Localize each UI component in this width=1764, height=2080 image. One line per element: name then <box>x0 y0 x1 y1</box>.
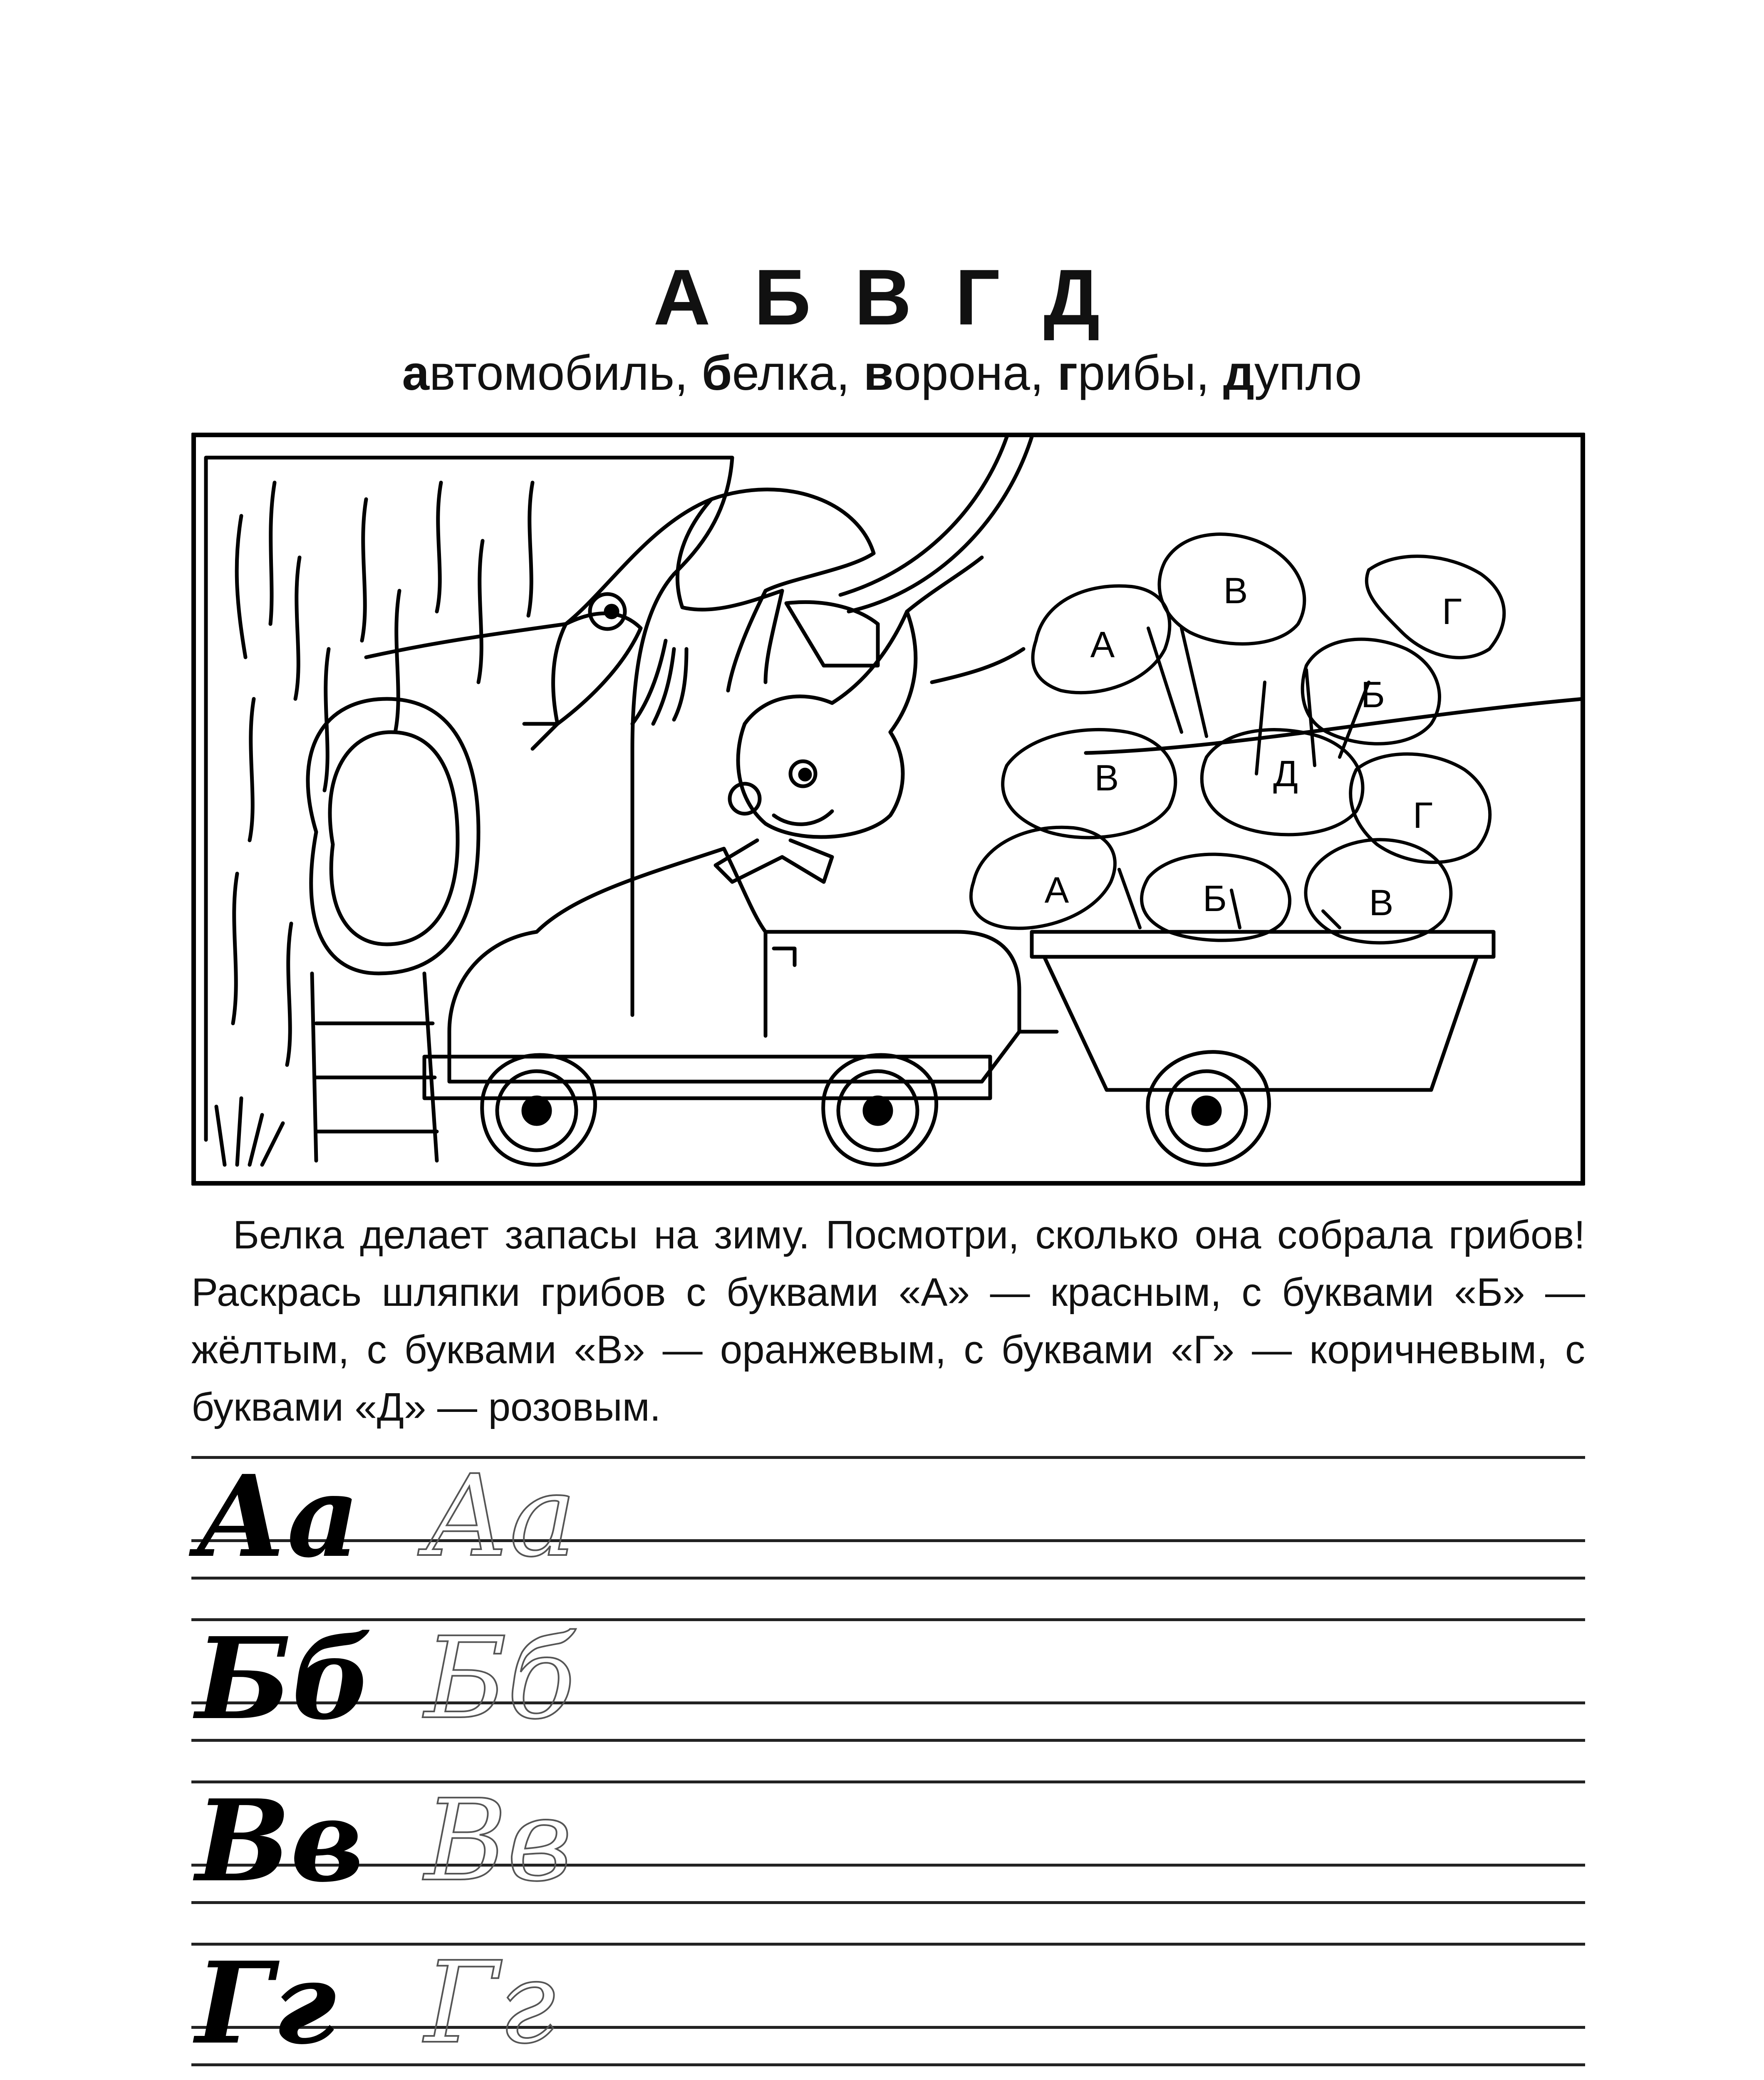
mushroom-letter: Б <box>1361 674 1385 715</box>
word-initial: в <box>863 346 894 401</box>
sample-letters: Вв <box>196 1775 364 1907</box>
guide-line <box>191 2026 1585 2029</box>
mushroom-letter: Г <box>1413 795 1433 836</box>
word-initial: б <box>701 346 732 401</box>
practice-row <box>191 1764 1585 1926</box>
guide-line <box>191 2063 1585 2066</box>
guide-line <box>191 1701 1585 1704</box>
word-rest: упло <box>1254 346 1362 401</box>
word-rest: рибы, <box>1078 346 1223 401</box>
guide-line <box>191 1539 1585 1542</box>
practice-row <box>191 1602 1585 1764</box>
word-rest: орона, <box>894 346 1058 401</box>
crow <box>366 490 878 749</box>
mushroom-cap <box>1003 730 1175 838</box>
trace-letters[interactable]: Гг <box>424 1937 556 2068</box>
trace-letters[interactable]: Вв <box>424 1775 572 1906</box>
mushroom-letters <box>1045 570 1462 923</box>
mushroom-letter: Г <box>1442 591 1462 632</box>
guide-line <box>191 1739 1585 1742</box>
mushroom-letter: Б <box>1203 878 1227 919</box>
guide-line <box>191 1864 1585 1867</box>
word-rest: втомобиль, <box>429 346 702 401</box>
tree-trunk <box>206 458 732 1140</box>
guide-line <box>191 1901 1585 1904</box>
trace-letters[interactable]: Бб <box>424 1613 576 1744</box>
trace-letters[interactable]: Аа <box>424 1451 577 1582</box>
mushroom-letter: В <box>1369 882 1394 923</box>
coloring-illustration <box>191 433 1585 1186</box>
sample-letters: Бб <box>196 1612 373 1745</box>
sample-letters: Аа <box>196 1450 360 1582</box>
word-rest: елка, <box>732 346 864 401</box>
practice-row <box>191 1439 1585 1602</box>
word-initial: а <box>402 346 430 401</box>
guide-line <box>191 1618 1585 1621</box>
word-initial: г <box>1057 346 1078 401</box>
grass <box>216 1098 283 1165</box>
guide-line <box>191 1577 1585 1580</box>
handwriting-practice <box>191 1439 1585 2080</box>
page-subtitle <box>0 346 1764 401</box>
guide-line <box>191 1456 1585 1459</box>
cart <box>1032 932 1494 1165</box>
page-title: А Б В Г Д <box>653 253 1111 342</box>
guide-line <box>191 1943 1585 1946</box>
toy-car <box>424 849 1019 1165</box>
word-initial: д <box>1223 346 1254 401</box>
mushroom-letter: В <box>1094 757 1119 798</box>
sample-letters: Гг <box>196 1937 337 2069</box>
mushroom-letter: В <box>1223 570 1248 611</box>
mushroom-letter: Д <box>1273 753 1298 794</box>
practice-row <box>191 1926 1585 2080</box>
mushroom-cap <box>971 827 1115 929</box>
hollow-log <box>308 699 478 1161</box>
mushroom-letter: А <box>1090 624 1115 665</box>
mushroom-letter: А <box>1044 869 1069 911</box>
branch <box>840 437 1032 612</box>
task-instructions: Белка делает запасы на зиму. Посмотри, сколько она собрала грибов! Раскрась шляпки грибов с буквами «А» — красным, с буквами «Б» — жёлтым, с буквами «В» — оранжевым, с буквами «Г» — коричневым, с буквами «Д» — розовым. <box>191 1213 1585 1429</box>
guide-line <box>191 1780 1585 1783</box>
